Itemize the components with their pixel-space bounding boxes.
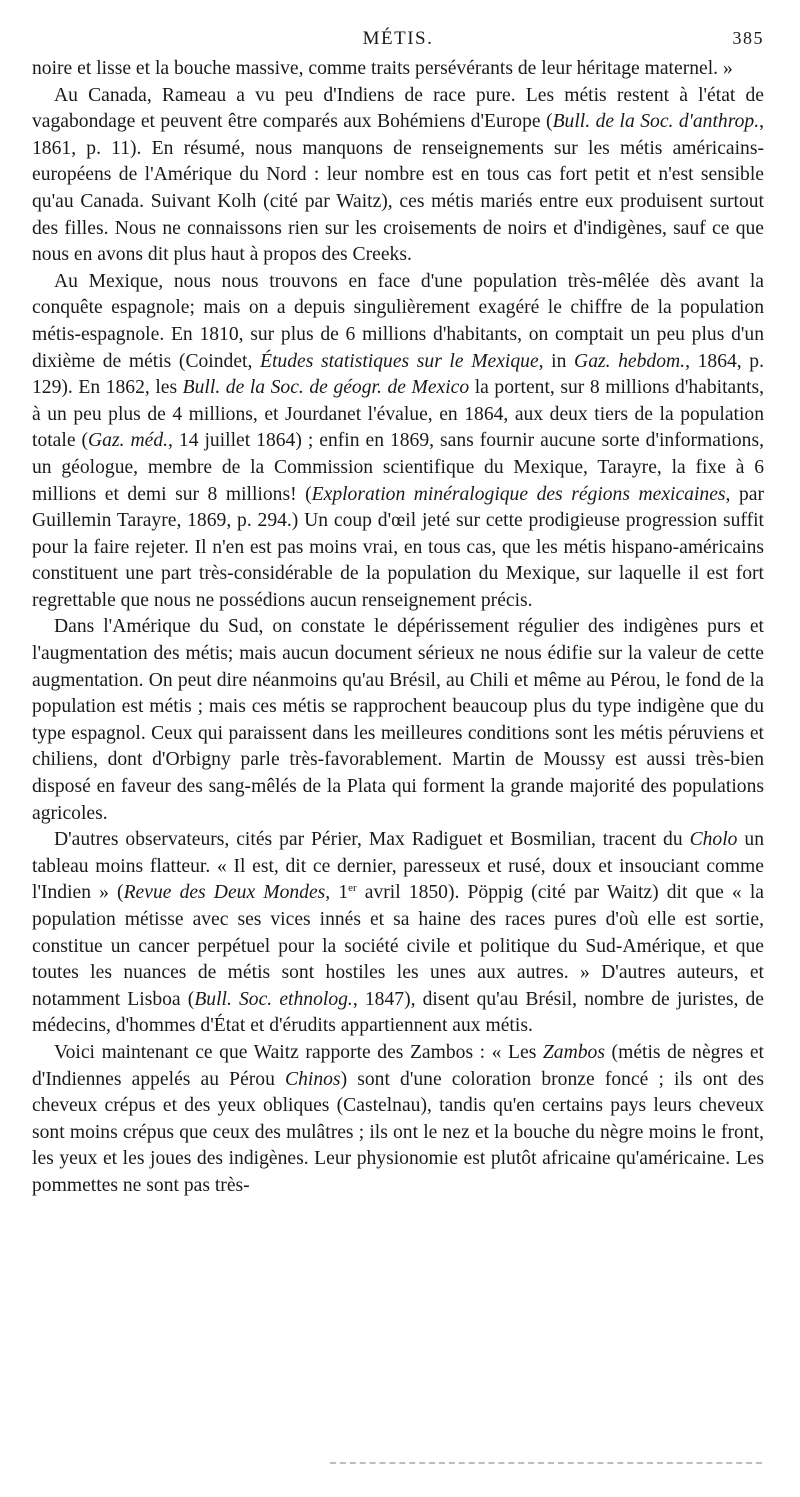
italic-citation: Bull. Soc. ethnolog. bbox=[194, 988, 353, 1010]
text-run: Au Canada, Rameau a vu peu d'Indiens de race pure. Les métis restent à l'état de vagabondage et peuvent être comparés aux Bohémiens d'Europe ( bbox=[32, 84, 764, 133]
italic-citation: Gaz. hebdom. bbox=[574, 350, 686, 372]
italic-citation: Exploration minéralogique des régions mexicaines bbox=[311, 483, 726, 505]
italic-citation: Gaz. méd. bbox=[88, 430, 169, 452]
book-page bbox=[32, 28, 764, 1200]
paragraph bbox=[32, 83, 764, 269]
body-text bbox=[32, 56, 764, 1200]
text-run: un tableau moins flatteur. « Il est, dit ce dernier, paresseux et rusé, doux et insouciant comme l'Indien » ( bbox=[32, 829, 764, 904]
italic-citation: Zambos bbox=[542, 1041, 605, 1063]
superscript: er bbox=[348, 882, 357, 895]
text-run: Au Mexique, nous nous trouvons en face d'une population très-mêlée dès avant la conquête espagnole; mais on a depuis singulièrement exagéré le chiffre de la population métis-espagnole. En 1810, sur plus de 6 millions d'habitants, on comptait un peu plus d'un dixième de métis (Coindet, bbox=[32, 270, 764, 372]
paragraph bbox=[32, 827, 764, 1040]
italic-citation: Bull. de la Soc. d'anthrop. bbox=[552, 111, 760, 133]
text-run: la portent, sur 8 millions d'habitants, à un peu plus de 4 millions, et Jourdanet l'évalue, en 1864, aux deux tiers de la population totale ( bbox=[32, 377, 765, 452]
italic-citation: Revue des Deux Mondes bbox=[123, 882, 326, 904]
italic-citation: Études statistiques sur le Mexique bbox=[260, 350, 539, 372]
text-run: , 1864, p. 129). En 1862, les bbox=[32, 350, 764, 399]
paragraph bbox=[32, 56, 764, 83]
text-run: , 1861, p. 11). En résumé, nous manquons de renseignements sur les métis américains-européens de l'Amérique du Nord : leur nombre est en tous cas fort petit et n'est sensible qu'au Canada. Suivant Kolh (cité par Waitz), ces métis mariés entre eux produisent surtout des filles. Nous ne connaissons rien sur les croisements de noirs et d'indigènes, sauf ce que nous en avons dit plus haut à propos des Creeks. bbox=[32, 111, 765, 266]
text-run: (métis de nègres et d'Indiennes appelés au Pérou bbox=[32, 1041, 765, 1090]
running-title: MÉTIS. bbox=[362, 28, 434, 49]
text-run: , par Guillemin Tarayre, 1869, p. 294.) Un coup d'œil jeté sur cette prodigieuse progression suffit pour la faire rejeter. Il n'en est pas moins vrai, en tous cas, que les métis hispano-américains constituent une part très-considérable de la population du Mexique, sur laquelle il est fort regrettable que nous ne possédions aucun renseignement précis. bbox=[32, 483, 764, 611]
text-run: ) sont d'une coloration bronze foncé ; ils ont des cheveux crépus et des yeux obliques (Castelnau), tandis qu'en certains pays leurs cheveux sont moins crépus que ceux des mulâtres ; ils ont le nez et la bouche du nègre moins le front, les yeux et les joues des indigènes. Leur physionomie est plutôt africaine qu'américaine. Les pommettes ne sont pas très- bbox=[32, 1068, 764, 1196]
italic-citation: Chinos bbox=[285, 1068, 341, 1090]
paragraph bbox=[32, 614, 764, 827]
running-head bbox=[32, 28, 764, 56]
text-run: , 14 juillet 1864) ; enfin en 1869, sans fournir aucune sorte d'informations, un géologue, membre de la Commission scientifique du Mexique, Tarayre, la fixe à 6 millions et demi sur 8 millions! ( bbox=[32, 430, 764, 505]
text-run: Voici maintenant ce que Waitz rapporte des Zambos : « Les bbox=[54, 1041, 543, 1063]
faint-bottom-rule bbox=[330, 1462, 762, 1466]
paragraph bbox=[32, 1040, 764, 1200]
text-run: avril 1850). Pöppig (cité par Waitz) dit que « la population métisse avec ses vices innés et sa haine des races pures d'où elle est sortie, constitue un cancer perpétuel pour la société civile et politique du Sud-Amérique, et que toutes les nuances de métis sont hostiles les unes aux autres. » D'autres auteurs, et notamment Lisboa ( bbox=[32, 882, 764, 1010]
page-number: 385 bbox=[732, 28, 764, 48]
text-run: Dans l'Amérique du Sud, on constate le dépérissement régulier des indigènes purs et l'augmentation des métis; mais aucun document sérieux ne nous édifie sur la valeur de cette augmentation. On peut dire néanmoins qu'au Brésil, au Chili et même au Pérou, le fond de la population est métis ; mais ces métis se rapprochent beaucoup plus du type indigène que du type espagnol. Ceux qui paraissent dans les meilleures conditions sont les métis péruviens et chiliens, dont d'Orbigny parle très-favorablement. Martin de Moussy est aussi très-bien disposé en faveur des sang-mêlés de la Plata qui forment la grande majorité des populations agricoles. bbox=[32, 616, 764, 824]
text-run: noire et lisse et la bouche massive, comme traits persévérants de leur héritage maternel. » bbox=[32, 58, 733, 79]
text-run: D'autres observateurs, cités par Périer, Max Radiguet et Bosmilian, tracent du bbox=[54, 829, 690, 851]
paragraph bbox=[32, 269, 764, 615]
text-run: , 1 bbox=[325, 882, 349, 904]
italic-citation: Bull. de la Soc. de géogr. de Mexico bbox=[182, 377, 470, 399]
text-run: , 1847), disent qu'au Brésil, nombre de juristes, de médecins, d'hommes d'État et d'érudits appartiennent aux métis. bbox=[32, 988, 764, 1037]
text-run: , in bbox=[538, 350, 575, 372]
italic-citation: Cholo bbox=[689, 829, 738, 851]
